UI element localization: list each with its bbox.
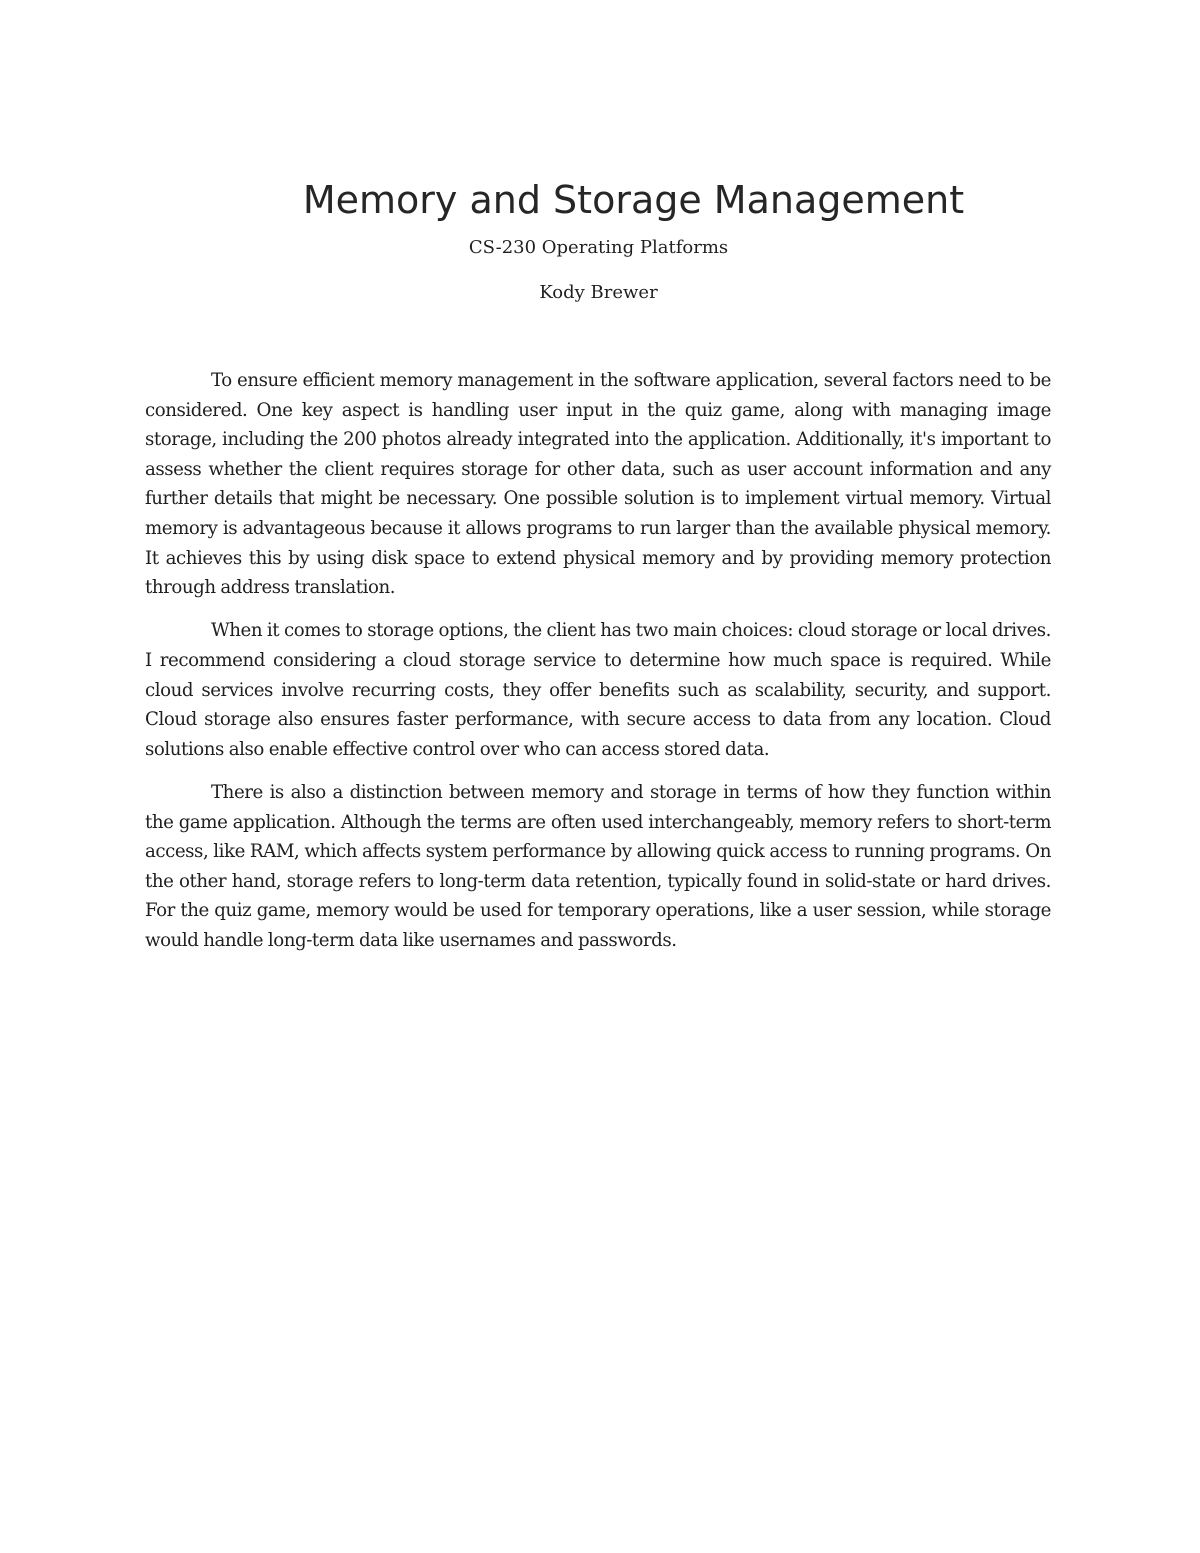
body-paragraph-2: When it comes to storage options, the client has two main choices: cloud storage or local drives. I recommend considering a cloud storage service to determine how much space is required. While cloud services involve recurring costs, they offer benefits such as scalability, security, and support. Cloud storage also ensures faster performance, with secure access to data from any location. Cloud solutions also enable effective control over who can access stored data. <box>145 620 1051 760</box>
course-name: CS-230 Operating Platforms <box>468 237 729 258</box>
body-paragraph-3: There is also a distinction between memory and storage in terms of how they function within the game application. Although the terms are often used interchangeably, memory refers to short-term access, like RAM, which affects system performance by allowing quick access to running programs. On the other hand, storage refers to long-term data retention, typically found in solid-state or hard drives. For the quiz game, memory would be used for temporary operations, like a user session, while storage would handle long-term data like usernames and passwords. <box>145 781 1051 951</box>
document-title: Memory and Storage Management <box>302 178 965 222</box>
author-name: Kody Brewer <box>539 282 658 303</box>
document-body <box>145 366 1051 969</box>
body-paragraph-1: To ensure efficient memory management in the software application, several factors need to be considered. One key aspect is handling user input in the quiz game, along with managing image storage, including the 200 photos already integrated into the application. Additionally, it's important to assess whether the client requires storage for other data, such as user account information and any further details that might be necessary. One possible solution is to implement virtual memory. Virtual memory is advantageous because it allows programs to run larger than the available physical memory. It achieves this by using disk space to extend physical memory and by providing memory protection through address translation. <box>145 370 1051 599</box>
